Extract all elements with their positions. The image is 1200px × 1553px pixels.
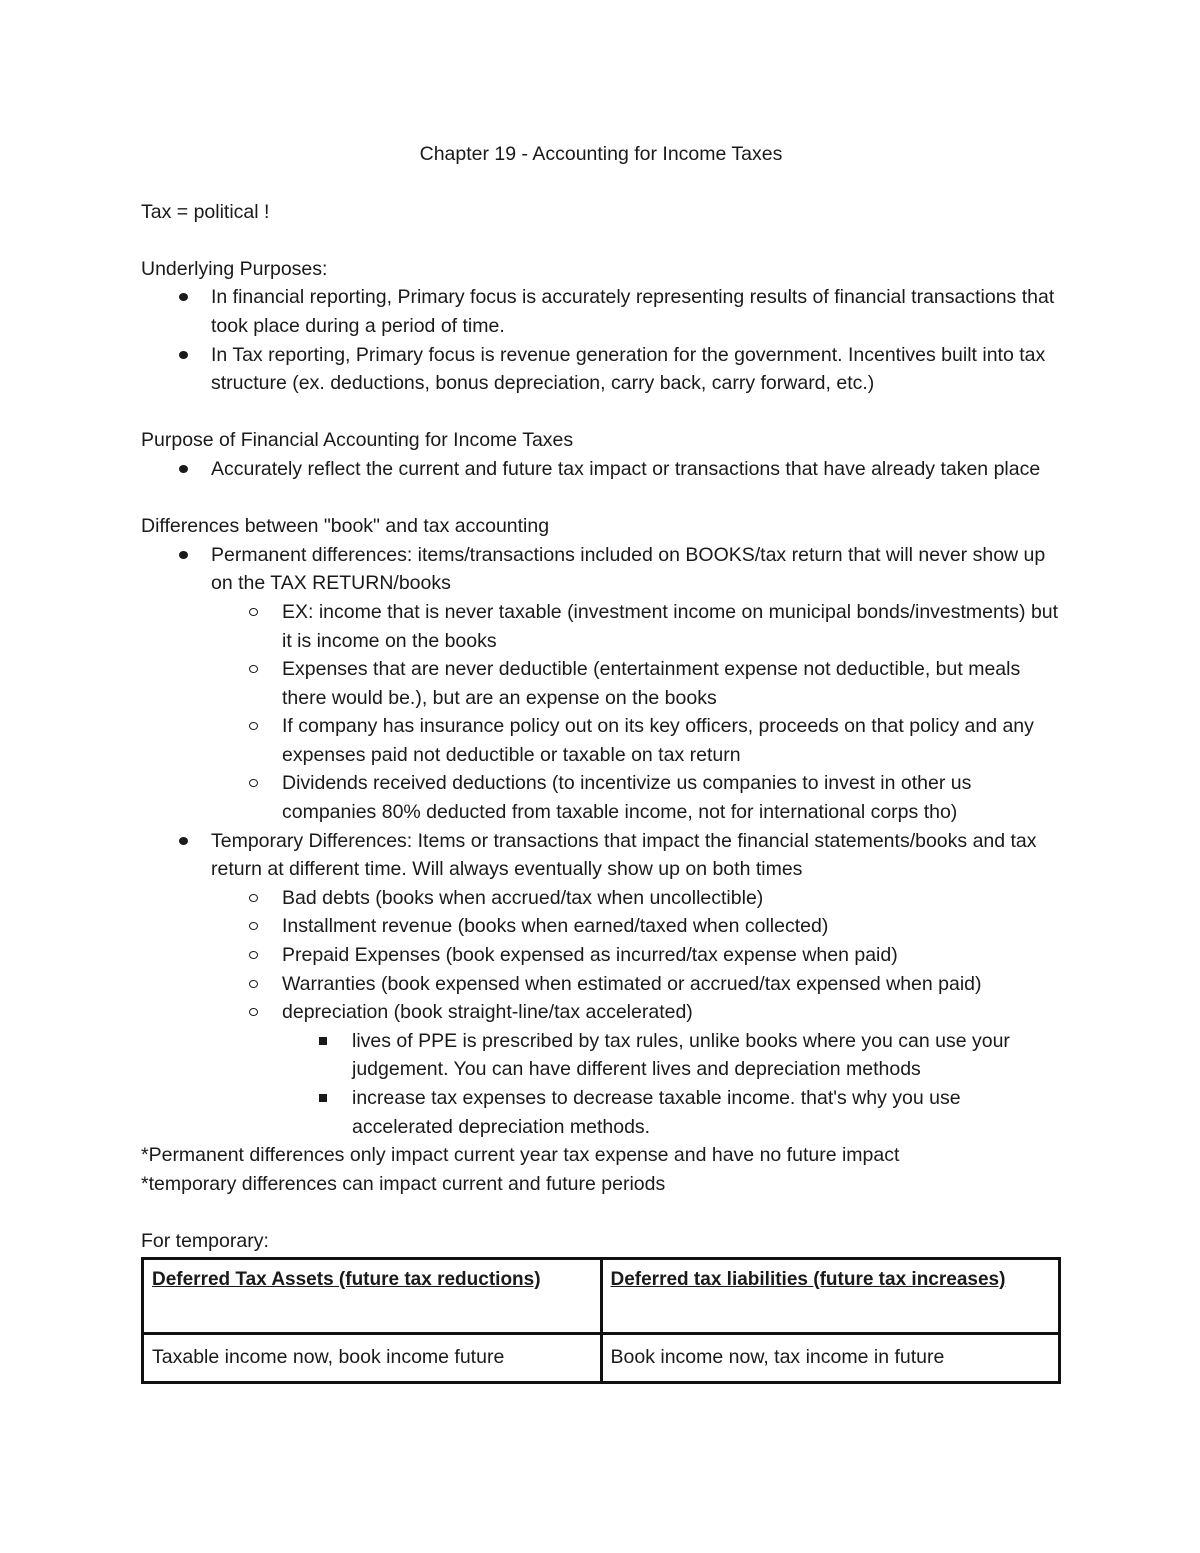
document-page [141,140,1061,1384]
list-item [141,769,1061,826]
differences-heading: Differences between "book" and tax accounting [141,515,550,538]
list-item-text: In Tax reporting, Primary focus is revenue generation for the government. Incentives built into tax structure (ex. deductions, bonus depreciation, carry back, carry forward, etc.) [211,343,1046,395]
list-item-text: increase tax expenses to decrease taxable income. that's why you use accelerated depreciation methods. [352,1087,961,1138]
table-header-row [143,1258,1060,1333]
hollow-bullet-icon [249,608,258,616]
square-bullet-icon [319,1037,327,1045]
list-item-permanent [141,541,1061,598]
underlying-purposes-list [141,283,1061,397]
list-item-text: Expenses that are never deductible (entertainment expense not deductible, but meals there would be.), but are an expense on the books [282,658,1021,709]
table-row [143,1333,1060,1382]
list-item-text: lives of PPE is prescribed by tax rules, unlike books where you can use your judgement. You can have different lives and depreciation methods [352,1029,1010,1081]
list-item-text: Warranties (book expensed when estimated or accrued/tax expensed when paid) [282,972,982,995]
depreciation-notes-list [141,1027,1061,1141]
spacer [141,1198,1061,1227]
table-cell: Book income now, tax income in future [601,1333,1060,1382]
list-item-text: If company has insurance policy out on its key officers, proceeds on that policy and any expenses paid not deductible or taxable on tax return [282,715,1034,766]
hollow-bullet-icon [249,665,258,673]
list-item-text: Temporary Differences: Items or transactions that impact the financial statements/books and tax return at different time. Will always eventually show up on both times [211,829,1037,881]
list-item [141,283,1061,340]
table-label: For temporary: [141,1229,269,1252]
square-bullet-icon [319,1094,327,1102]
list-item-text: Dividends received deductions (to incentivize us companies to invest in other us companies 80% deducted from taxable income, not for international corps tho) [282,772,972,824]
list-item-text: EX: income that is never taxable (investment income on municipal bonds/investments) but it is income on the books [282,600,1059,652]
permanent-examples-list [141,598,1061,827]
list-item-text: Bad debts (books when accrued/tax when uncollectible) [282,886,764,909]
hollow-bullet-icon [249,980,258,988]
hollow-bullet-icon [249,894,258,902]
list-item [141,970,1061,999]
list-item-text: In financial reporting, Primary focus is accurately representing results of financial transactions that took place during a period of time. [211,286,1055,337]
list-item [141,712,1061,769]
list-item [141,598,1061,655]
list-item [141,1027,1061,1084]
bullet-icon [179,837,188,845]
bullet-icon [179,293,188,301]
hollow-bullet-icon [249,951,258,959]
list-item [141,341,1061,398]
list-item [141,884,1061,913]
temporary-examples-list [141,884,1061,1027]
spacer [141,226,1061,255]
list-item-text: Installment revenue (books when earned/taxed when collected) [282,915,829,938]
purpose-heading: Purpose of Financial Accounting for Income Taxes [141,429,574,452]
differences-list [141,541,1061,598]
note-temporary: *temporary differences can impact current and future periods [141,1172,666,1195]
intro-line: Tax = political ! [141,200,270,223]
spacer [141,398,1061,427]
bullet-icon [179,465,188,473]
list-item [141,912,1061,941]
list-item-text: Accurately reflect the current and future tax impact or transactions that have already taken place [211,457,1041,480]
page-title: Chapter 19 - Accounting for Income Taxes [419,143,783,165]
list-item [141,941,1061,970]
bullet-icon [179,551,188,559]
underlying-purposes-heading: Underlying Purposes: [141,257,328,280]
note-permanent: *Permanent differences only impact current year tax expense and have no future impact [141,1144,900,1167]
table-header-cell: Deferred tax liabilities (future tax increases) [601,1258,1060,1333]
hollow-bullet-icon [249,722,258,730]
bullet-icon [179,351,188,359]
table-header-cell: Deferred Tax Assets (future tax reductions) [143,1258,602,1333]
deferred-tax-table [141,1257,1061,1384]
differences-list-continued [141,827,1061,884]
spacer [141,169,1061,198]
list-item [141,998,1061,1027]
hollow-bullet-icon [249,922,258,930]
hollow-bullet-icon [249,779,258,787]
list-item [141,455,1061,484]
spacer [141,484,1061,513]
hollow-bullet-icon [249,1008,258,1016]
list-item-text: Permanent differences: items/transactions included on BOOKS/tax return that will never show up on the TAX RETURN/books [211,543,1046,595]
list-item-text: depreciation (book straight-line/tax accelerated) [282,1001,693,1024]
list-item [141,655,1061,712]
list-item-text: Prepaid Expenses (book expensed as incurred/tax expense when paid) [282,944,898,967]
list-item-temporary [141,827,1061,884]
list-item [141,1084,1061,1141]
table-cell: Taxable income now, book income future [143,1333,602,1382]
purpose-list [141,455,1061,484]
